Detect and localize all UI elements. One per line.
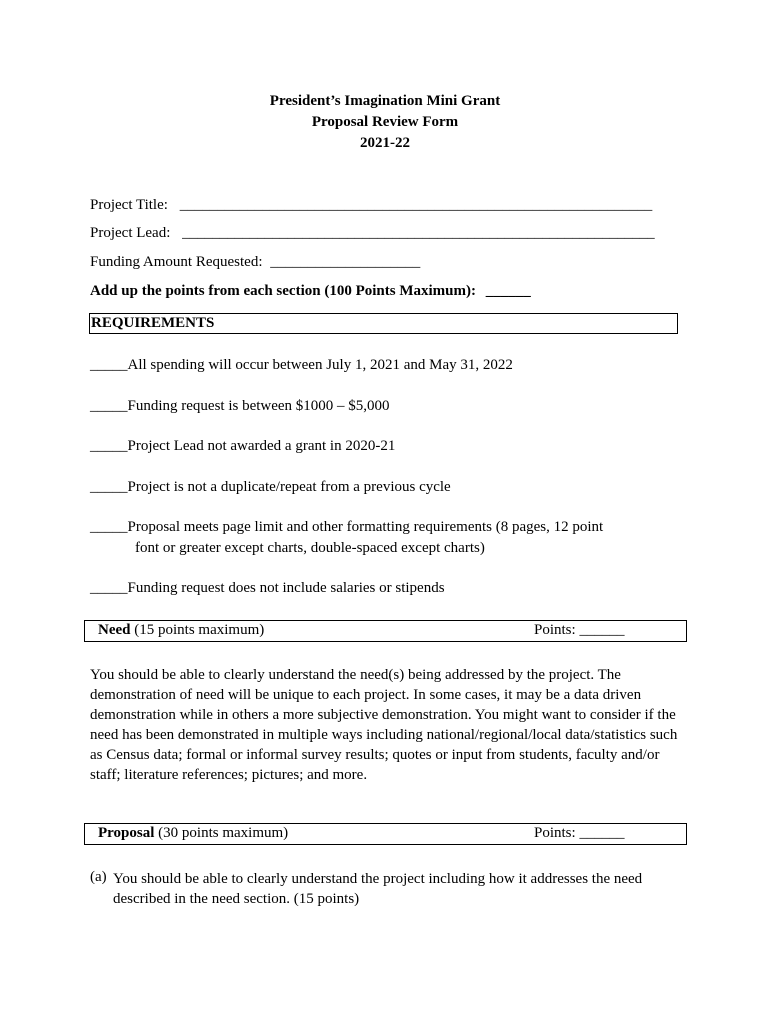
requirement-text-continued: font or greater except charts, double-spaced except charts) — [135, 540, 485, 556]
need-points[interactable] — [534, 622, 624, 639]
requirement-text: Funding request does not include salaries or stipends — [127, 580, 445, 596]
requirement-text: Funding request is between $1000 – $5,000 — [127, 398, 390, 414]
requirement-check-blank[interactable]: _____ — [90, 519, 128, 535]
requirement-item — [90, 357, 513, 374]
need-header-box — [84, 620, 687, 642]
need-description: You should be able to clearly understand the need(s) being addressed by the project. The demonstration of need will be unique to each project. In some cases, it may be a data driven demonstration while in others a more subjective demonstration. You might want to consider if the need has been demonstrated in multiple ways including national/regional/local data/statistics such as Census data; formal or informal survey results; quotes or input from students, faculty and/or staff; literature references; pictures; and more. — [90, 667, 678, 783]
requirements-heading: REQUIREMENTS — [91, 315, 215, 331]
form-title: President’s Imagination Mini Grant — [269, 93, 501, 109]
proposal-title: Proposal — [98, 825, 155, 841]
requirement-check-blank[interactable]: _____ — [90, 479, 128, 495]
total-points-label: Add up the points from each section (100 Points Maximum): — [90, 283, 476, 299]
need-title: Need — [98, 622, 131, 638]
project-lead-blank[interactable]: _______________________________________________________________ — [182, 225, 655, 241]
proposal-points[interactable] — [534, 825, 624, 842]
requirements-header-box — [89, 313, 678, 334]
project-title-field[interactable] — [90, 197, 652, 214]
requirement-text: Proposal meets page limit and other formatting requirements (8 pages, 12 point — [127, 519, 604, 535]
requirement-item — [90, 438, 395, 455]
requirement-text: Project Lead not awarded a grant in 2020-21 — [127, 438, 396, 454]
requirement-check-blank[interactable]: _____ — [90, 438, 128, 454]
proposal-points-blank[interactable]: ______ — [579, 825, 625, 841]
requirement-check-blank[interactable]: _____ — [90, 398, 128, 414]
proposal-item-a: You should be able to clearly understand the project including how it addresses the need described in the need section. (15 points) — [113, 871, 643, 907]
funding-amount-blank[interactable]: ____________________ — [270, 254, 421, 270]
need-subtitle: (15 points maximum) — [130, 622, 265, 638]
proposal-subtitle: (30 points maximum) — [154, 825, 289, 841]
requirement-item — [90, 519, 603, 536]
proposal-heading — [98, 825, 288, 842]
requirement-check-blank[interactable]: _____ — [90, 580, 128, 596]
requirement-check-blank[interactable]: _____ — [90, 357, 128, 373]
project-title-blank[interactable]: _______________________________________________________________ — [179, 197, 653, 213]
requirement-item — [90, 398, 390, 415]
proposal-header-box — [84, 823, 687, 845]
funding-amount-label: Funding Amount Requested: — [90, 254, 263, 270]
requirement-item — [90, 580, 445, 597]
total-points-blank[interactable]: ______ — [485, 283, 531, 299]
form-year: 2021-22 — [360, 135, 410, 151]
proposal-points-label: Points: — [534, 825, 576, 841]
project-lead-field[interactable] — [90, 225, 655, 242]
requirement-text: Project is not a duplicate/repeat from a previous cycle — [127, 479, 451, 495]
total-points-field[interactable] — [90, 283, 531, 300]
requirement-text: All spending will occur between July 1, 2021 and May 31, 2022 — [127, 357, 513, 373]
funding-amount-field[interactable] — [90, 254, 420, 271]
need-points-blank[interactable]: ______ — [579, 622, 625, 638]
form-subtitle: Proposal Review Form — [311, 114, 459, 130]
proposal-item-a-marker: (a) — [90, 869, 107, 885]
need-heading — [98, 622, 264, 639]
project-lead-label: Project Lead: — [90, 225, 171, 241]
project-title-label: Project Title: — [90, 197, 168, 213]
requirement-item — [90, 479, 451, 496]
need-points-label: Points: — [534, 622, 576, 638]
